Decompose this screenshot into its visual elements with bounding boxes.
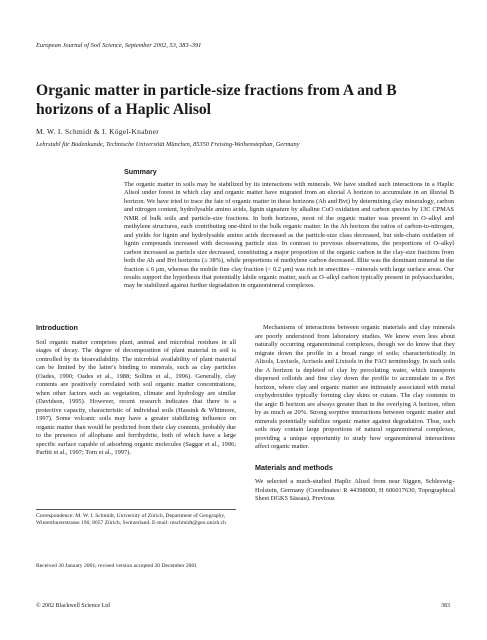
correspondence-note: Correspondence: M. W. I. Schmidt, University of Zürich, Department of Geography, Winterthurerstrasse 190, 8057 Zürich, Switzerland. E-mail: mschmidt@geo.unizh.ch xyxy=(36,513,226,527)
left-column xyxy=(36,324,236,458)
methods-paragraph: We selected a much-studied Haplic Alisol from near Siggen, Schleswig–Holstein, Germany (Coordinates: R 44398000, H 606017630, Topographical Sheet DGK5 Sässau). Previous xyxy=(255,478,455,502)
introduction-paragraph: Soil organic matter comprises plant, animal and microbial residues in all stages of decay. The degree of decomposition of plant material in soil is controlled by its bioavailability. The microbial availability of plant material can be limited by the latter's binding to minerals, such as clay particles (Oades, 1990; Oades et al., 1988; Sollins et al., 1996). Generally, clay contents are positively correlated with soil organic matter concentrations, when other factors such as vegetation, climate and hydrology are similar (Davidson, 1995). However, recent research indicates that there is a protective capacity, characteristic of individual soils (Hassink & Whitmore, 1997). Some volcanic soils may have a greater stabilizing influence on organic matter than would be predicted from their clay contents, probably due to the presence of allophane and ferrihydrite, both of which have a large specific surface capable of adsorbing organic molecules (Saggar et al., 1996; Parfitt et al., 1997; Torn et al., 1997). xyxy=(36,338,236,456)
introduction-heading: Introduction xyxy=(36,323,78,332)
article-title: Organic matter in particle-size fractions from A and B horizons of a Haplic Alisol xyxy=(36,82,397,118)
page-number: 383 xyxy=(441,603,450,609)
journal-citation: European Journal of Soil Science, September 2002, 53, 383–391 xyxy=(36,42,202,49)
article-authors: M. W. I. Schmidt & I. Kögel-Knabner xyxy=(36,127,159,136)
copyright-notice: © 2002 Blackwell Science Ltd xyxy=(36,603,110,609)
received-dates: Received 30 January 2001; revised version accepted 20 December 2001 xyxy=(36,563,198,569)
author-affiliation: Lehrstuhl für Bodenkunde, Technische Universität München, 85350 Freising-Weihenstephan, Germany xyxy=(36,141,300,148)
footnote-divider xyxy=(36,509,236,510)
methods-heading: Materials and methods xyxy=(255,462,333,472)
right-column xyxy=(255,324,455,504)
summary-heading: Summary xyxy=(124,167,157,176)
summary-text: The organic matter in soils may be stabilized by its interactions with minerals. We have studied such interactions in a Haplic Alisol under forest in which clay and organic matter have migrated from an eluvial A horizon to accumulate in an illuvial B horizon. We have tried to trace the fate of organic matter in these horizons (Ah and Bvt) by determining clay mineralogy, carbon and nitrogen content, hydrolysable amino acids, lignin signature by alkaline CuO oxidation and carbon species by 13C CPMAS NMR of bulk soils and particle-size fractions. In both horizons, most of the organic matter was present in O–alkyl and methylene structures, each contributing one-third to the bulk organic matter. In the Ah horizon the ratios of carbon-to-nitrogen, and yields for lignin and hydrolysable amino acids decreased as the particle-size class decreased, but side-chain oxidation of lignin compounds increased with decreasing particle size. In contrast to previous observations, the proportions of O–alkyl carbon increased as particle size decreased, constituting a major proportion of the organic carbon in the clay-size fractions from both the Ah and Bvt horizons (≥ 38%), while proportions of methylene carbon decreased. Illite was the dominant mineral in the fraction ≤ 6 μm, whereas the mobile fine clay fraction (< 0.2 μm) was rich in smectites – minerals with large surface areas. Our results support the hypothesis that potentially labile organic matter, such as O–alkyl carbon typically present in polysaccharides, may be stabilized against further degradation in organomineral complexes. xyxy=(124,181,454,290)
introduction-paragraph: Mechanisms of interactions between organic materials and clay minerals are poorly understood from laboratory studies. We know even less about naturally occurring organomineral complexes, though we do know that they migrate down the profile in a broad range of soils; characteristically in Alisols, Luvisols, Acrisols and Lixisols in the FAO terminology. In such soils the A horizon is depleted of clay by percolating water, which transports dispersed colloids and fine clay down the profile to accumulate in a Bvt horizon, where clay and organic matter are intimately associated with metal oxyhydroxides typically forming clay skins or cutans. The clay contents in the argic B horizon are always greater than in the overlying A horizon, often by as much as 20%. Strong sorptive interactions between organic matter and minerals potentially stabilize organic matter against degradation. Thus, such soils may contain large proportions of natural organomineral complexes, providing a unique opportunity to study how organomineral interactions affect organic matter. xyxy=(255,324,455,450)
